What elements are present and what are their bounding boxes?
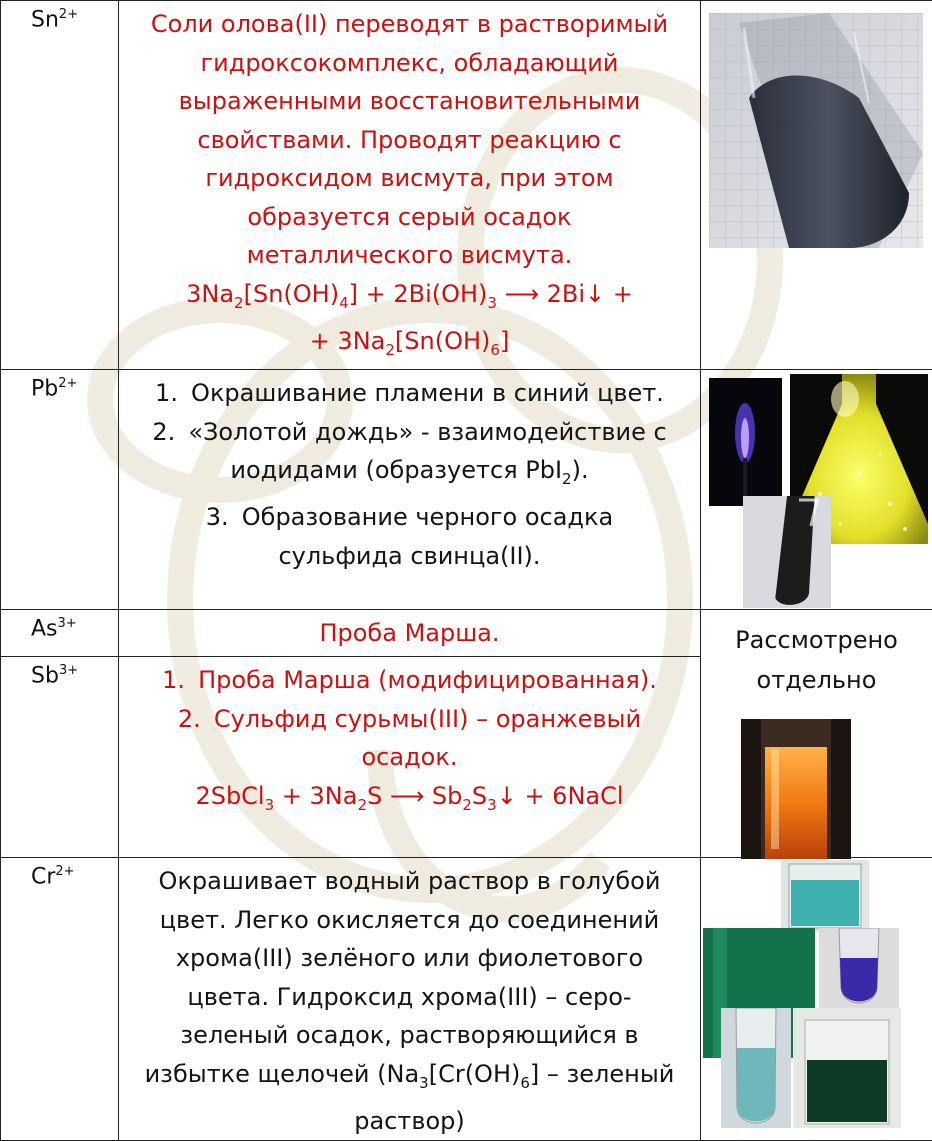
test-tube-gray-precipitate-icon	[709, 13, 923, 248]
black-precipitate-tube-icon	[743, 496, 831, 608]
ion-label-pb: $Pb^{2+}$	[1, 370, 119, 610]
ion-label-as: $As^{3+}$	[1, 610, 119, 657]
ion-label-cr: $Cr^{2+}$	[1, 858, 119, 1141]
photo-cell-pb	[701, 370, 932, 610]
photo-cell-as-sb	[701, 610, 932, 858]
description-cr	[119, 858, 701, 1141]
description-sn	[119, 1, 701, 370]
sb-list	[127, 661, 692, 777]
list-item: 3. Образование черного осадка сульфида свинца(II).	[151, 498, 668, 575]
blue-solution-flask-icon	[781, 860, 869, 932]
violet-solution-tube-icon	[819, 928, 899, 1008]
description-pb	[119, 370, 701, 610]
blue-green-tube-icon	[721, 1008, 791, 1128]
table-row-pb	[1, 370, 932, 610]
list-item: 2. «Золотой дождь» - взаимодействие с иодидами (образуется PbI$_2$).	[151, 413, 668, 499]
pb-list	[127, 374, 692, 575]
sn-equation: $3Na_2[Sn(OH)_4] + 2Bi(OH)_3$ ⟶ 2Bi↓ + + $3Na_2[Sn(OH)_6]$	[127, 275, 692, 370]
sn-text: Соли олова(II) переводят в растворимый гидроксокомплекс, обладающий выраженными восстановительными свойствами. Проводят реакцию с гидроксидом висмута, при этом образуется серый осадок металлического висмута.	[127, 5, 692, 275]
orange-precipitate-tube-icon	[741, 719, 851, 859]
photo-cell-cr	[701, 858, 932, 1141]
reviewed-separately-note: Рассмотрено отдельно	[701, 610, 932, 700]
ion-label-sb: $Sb^{3+}$	[1, 657, 119, 858]
list-item: 1. Проба Марша (модифицированная).	[145, 661, 674, 700]
list-item: 2. Сульфид сурьмы(III) – оранжевый осадок.	[145, 700, 674, 777]
table-row-as	[1, 610, 932, 657]
blue-flame-icon	[709, 378, 782, 506]
cr-text: Окрашивает водный раствор в голубой цвет. Легко окисляется до соединений хрома(III) зелёного или фиолетового цвета. Гидроксид хрома(III) – серо-зеленый осадок, растворяющийся в избытке щелочей ($Na_3[Cr(OH)_6]$ – зеленый раствор)	[127, 862, 692, 1140]
ion-label-sn: $Sn^{2+}$	[1, 1, 119, 370]
description-sb	[119, 657, 701, 858]
dark-green-beaker-icon	[793, 1008, 901, 1128]
photo-cell-sn	[701, 1, 932, 370]
list-item: 1. Окрашивание пламени в синий цвет.	[151, 374, 668, 413]
sb-equation: 2SbCl$_3$ + $3Na_2S$ ⟶ $Sb_2S_3↓$ + 6NaCl	[127, 777, 692, 824]
description-as: Проба Марша.	[119, 610, 701, 657]
table-row-cr	[1, 858, 932, 1141]
table-row-sn	[1, 1, 932, 370]
